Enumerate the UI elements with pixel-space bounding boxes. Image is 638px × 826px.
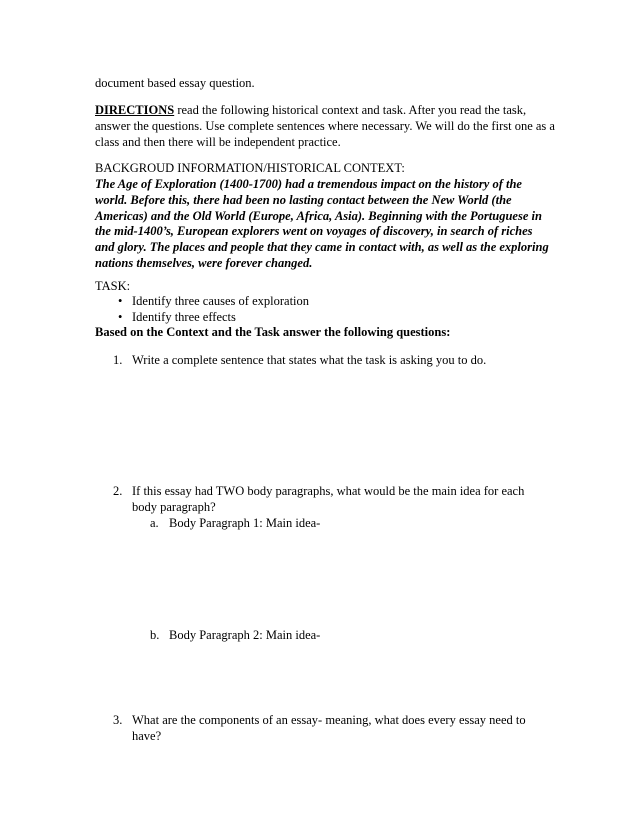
question-2 (113, 484, 543, 516)
question-number: 2. (113, 484, 123, 498)
context-body: The Age of Exploration (1400-1700) had a tremendous impact on the history of the world. Before this, there had been no lasting contact between the New World (the Americas) and the Old World (Europe, Africa, Asia). Beginning with the Portuguese in the mid-1400’s, European explorers went on voyages of discovery, in search of riches and glory. The places and people that they came in contact with, as well as the exploring nations themselves, were forever changed. (95, 177, 549, 270)
question-1 (113, 353, 543, 369)
intro-line: document based essay question. (95, 76, 255, 90)
directions-text: read the following historical context and task. After you read the task, answer the questions. Use complete sentences where necessary. We will do the first one as a class and then there will be independent practice. (95, 103, 555, 149)
context-heading: BACKGROUD INFORMATION/HISTORICAL CONTEXT: (95, 161, 405, 175)
directions-paragraph (95, 103, 555, 150)
question-3 (113, 713, 543, 745)
question-2-sub-a (150, 516, 320, 532)
task-bullet-effects: • Identify three effects (118, 310, 309, 326)
sub-text: Body Paragraph 2: Main idea- (169, 628, 321, 642)
question-text: Write a complete sentence that states what the task is asking you to do. (132, 353, 487, 367)
task-bullet-list (118, 294, 309, 326)
question-number: 1. (113, 353, 123, 367)
question-text: What are the components of an essay- meaning, what does every essay need to have? (132, 713, 526, 743)
question-text: If this essay had TWO body paragraphs, what would be the main idea for each body paragraph? (132, 484, 525, 514)
task-heading: TASK: (95, 279, 131, 293)
question-number: 3. (113, 713, 123, 727)
directions-label: DIRECTIONS (95, 103, 175, 117)
sub-letter: a. (150, 516, 159, 530)
sub-text: Body Paragraph 1: Main idea- (169, 516, 321, 530)
task-bullet-causes: • Identify three causes of exploration (118, 294, 309, 310)
sub-letter: b. (150, 628, 160, 642)
question-2-sub-b (150, 628, 320, 644)
questions-intro: Based on the Context and the Task answer the following questions: (95, 325, 451, 339)
